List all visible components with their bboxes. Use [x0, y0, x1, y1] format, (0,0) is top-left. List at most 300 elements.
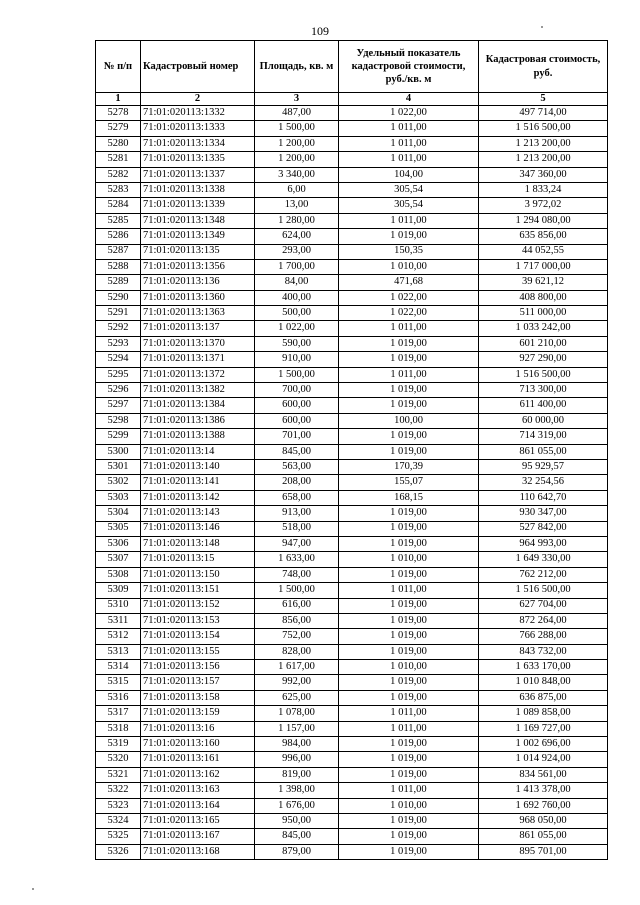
specific-rate-cell: 1 011,00 [339, 136, 479, 151]
specific-rate-cell: 1 019,00 [339, 613, 479, 628]
table-row [96, 413, 608, 428]
table-body [96, 106, 608, 860]
header-specific-rate: Удельный показатель кадастровой стоимости, руб./кв. м [339, 41, 479, 93]
area-cell: 913,00 [255, 506, 339, 521]
area-cell: 590,00 [255, 336, 339, 351]
cadastral-number-cell: 71:01:020113:164 [141, 798, 255, 813]
cadastral-value-cell: 1 649 330,00 [479, 552, 608, 567]
specific-rate-cell: 1 019,00 [339, 536, 479, 551]
row-number-cell: 5326 [96, 844, 141, 859]
table-row [96, 182, 608, 197]
table-row [96, 613, 608, 628]
cadastral-value-cell: 1 516 500,00 [479, 367, 608, 382]
row-number-cell: 5287 [96, 244, 141, 259]
cadastral-value-cell: 627 704,00 [479, 598, 608, 613]
specific-rate-cell: 1 019,00 [339, 829, 479, 844]
cadastral-value-cell: 110 642,70 [479, 490, 608, 505]
table-row [96, 198, 608, 213]
cadastral-number-cell: 71:01:020113:140 [141, 459, 255, 474]
cadastral-number-cell: 71:01:020113:159 [141, 706, 255, 721]
table-row [96, 844, 608, 859]
cadastral-number-cell: 71:01:020113:152 [141, 598, 255, 613]
row-number-cell: 5301 [96, 459, 141, 474]
table-row [96, 213, 608, 228]
specific-rate-cell: 1 019,00 [339, 752, 479, 767]
table-row [96, 490, 608, 505]
cadastral-value-cell: 601 210,00 [479, 336, 608, 351]
cadastral-number-cell: 71:01:020113:165 [141, 813, 255, 828]
row-number-cell: 5300 [96, 444, 141, 459]
row-number-cell: 5283 [96, 182, 141, 197]
table-row [96, 121, 608, 136]
cadastral-value-cell: 1 833,24 [479, 182, 608, 197]
table-row [96, 475, 608, 490]
cadastral-number-cell: 71:01:020113:150 [141, 567, 255, 582]
specific-rate-cell: 1 011,00 [339, 152, 479, 167]
area-cell: 625,00 [255, 690, 339, 705]
specific-rate-cell: 1 010,00 [339, 259, 479, 274]
cadastral-number-cell: 71:01:020113:151 [141, 583, 255, 598]
column-number: 5 [479, 93, 608, 106]
cadastral-number-cell: 71:01:020113:136 [141, 275, 255, 290]
area-cell: 1 676,00 [255, 798, 339, 813]
cadastral-value-cell: 1 213 200,00 [479, 152, 608, 167]
table-row [96, 229, 608, 244]
cadastral-value-cell: 766 288,00 [479, 629, 608, 644]
specific-rate-cell: 1 011,00 [339, 783, 479, 798]
specific-rate-cell: 1 011,00 [339, 367, 479, 382]
table-row [96, 583, 608, 598]
specific-rate-cell: 1 019,00 [339, 813, 479, 828]
column-number: 1 [96, 93, 141, 106]
cadastral-number-cell: 71:01:020113:1339 [141, 198, 255, 213]
table-row [96, 737, 608, 752]
cadastral-value-cell: 713 300,00 [479, 383, 608, 398]
header-row-number: № п/п [96, 41, 141, 93]
specific-rate-cell: 1 019,00 [339, 398, 479, 413]
cadastral-value-cell: 39 621,12 [479, 275, 608, 290]
scan-speck [32, 888, 34, 890]
row-number-cell: 5293 [96, 336, 141, 351]
table-row [96, 813, 608, 828]
cadastral-number-cell: 71:01:020113:1348 [141, 213, 255, 228]
specific-rate-cell: 1 019,00 [339, 598, 479, 613]
table-row [96, 706, 608, 721]
header-area: Площадь, кв. м [255, 41, 339, 93]
area-cell: 84,00 [255, 275, 339, 290]
specific-rate-cell: 1 019,00 [339, 644, 479, 659]
area-cell: 748,00 [255, 567, 339, 582]
specific-rate-cell: 1 011,00 [339, 121, 479, 136]
cadastral-number-cell: 71:01:020113:1384 [141, 398, 255, 413]
row-number-cell: 5325 [96, 829, 141, 844]
row-number-cell: 5319 [96, 737, 141, 752]
table-row [96, 259, 608, 274]
row-number-cell: 5314 [96, 660, 141, 675]
row-number-cell: 5315 [96, 675, 141, 690]
specific-rate-cell: 1 019,00 [339, 675, 479, 690]
specific-rate-cell: 1 019,00 [339, 506, 479, 521]
row-number-cell: 5284 [96, 198, 141, 213]
area-cell: 6,00 [255, 182, 339, 197]
cadastral-value-cell: 1 516 500,00 [479, 583, 608, 598]
cadastral-number-cell: 71:01:020113:1371 [141, 352, 255, 367]
cadastral-number-cell: 71:01:020113:160 [141, 737, 255, 752]
cadastral-number-cell: 71:01:020113:1360 [141, 290, 255, 305]
specific-rate-cell: 1 019,00 [339, 629, 479, 644]
cadastral-number-cell: 71:01:020113:158 [141, 690, 255, 705]
cadastral-value-cell: 872 264,00 [479, 613, 608, 628]
cadastral-value-cell: 1 294 080,00 [479, 213, 608, 228]
area-cell: 996,00 [255, 752, 339, 767]
row-number-cell: 5292 [96, 321, 141, 336]
cadastral-value-cell: 611 400,00 [479, 398, 608, 413]
cadastral-number-cell: 71:01:020113:162 [141, 767, 255, 782]
cadastral-number-cell: 71:01:020113:153 [141, 613, 255, 628]
cadastral-value-cell: 1 633 170,00 [479, 660, 608, 675]
cadastral-number-cell: 71:01:020113:1386 [141, 413, 255, 428]
cadastral-number-cell: 71:01:020113:1334 [141, 136, 255, 151]
cadastral-number-cell: 71:01:020113:157 [141, 675, 255, 690]
cadastral-number-cell: 71:01:020113:1363 [141, 306, 255, 321]
cadastral-value-cell: 861 055,00 [479, 829, 608, 844]
table-header-row [96, 41, 608, 93]
area-cell: 1 200,00 [255, 136, 339, 151]
area-cell: 701,00 [255, 429, 339, 444]
specific-rate-cell: 1 019,00 [339, 844, 479, 859]
table-row [96, 275, 608, 290]
specific-rate-cell: 1 010,00 [339, 798, 479, 813]
row-number-cell: 5288 [96, 259, 141, 274]
row-number-cell: 5324 [96, 813, 141, 828]
row-number-cell: 5323 [96, 798, 141, 813]
area-cell: 1 617,00 [255, 660, 339, 675]
area-cell: 1 200,00 [255, 152, 339, 167]
table-row [96, 398, 608, 413]
cadastral-number-cell: 71:01:020113:1337 [141, 167, 255, 182]
table-row [96, 598, 608, 613]
table-row [96, 798, 608, 813]
area-cell: 624,00 [255, 229, 339, 244]
cadastral-value-cell: 95 929,57 [479, 459, 608, 474]
row-number-cell: 5304 [96, 506, 141, 521]
row-number-cell: 5289 [96, 275, 141, 290]
area-cell: 819,00 [255, 767, 339, 782]
row-number-cell: 5308 [96, 567, 141, 582]
area-cell: 950,00 [255, 813, 339, 828]
specific-rate-cell: 1 022,00 [339, 106, 479, 121]
specific-rate-cell: 1 019,00 [339, 567, 479, 582]
cadastral-number-cell: 71:01:020113:1335 [141, 152, 255, 167]
row-number-cell: 5309 [96, 583, 141, 598]
specific-rate-cell: 155,07 [339, 475, 479, 490]
specific-rate-cell: 1 011,00 [339, 721, 479, 736]
cadastral-number-cell: 71:01:020113:1356 [141, 259, 255, 274]
area-cell: 658,00 [255, 490, 339, 505]
table-row [96, 767, 608, 782]
table-row [96, 567, 608, 582]
row-number-cell: 5316 [96, 690, 141, 705]
row-number-cell: 5286 [96, 229, 141, 244]
cadastral-number-cell: 71:01:020113:141 [141, 475, 255, 490]
row-number-cell: 5318 [96, 721, 141, 736]
cadastral-value-cell: 1 010 848,00 [479, 675, 608, 690]
table-row [96, 629, 608, 644]
cadastral-value-cell: 834 561,00 [479, 767, 608, 782]
row-number-cell: 5317 [96, 706, 141, 721]
row-number-cell: 5278 [96, 106, 141, 121]
row-number-cell: 5306 [96, 536, 141, 551]
specific-rate-cell: 1 011,00 [339, 583, 479, 598]
area-cell: 828,00 [255, 644, 339, 659]
row-number-cell: 5298 [96, 413, 141, 428]
row-number-cell: 5312 [96, 629, 141, 644]
area-cell: 1 633,00 [255, 552, 339, 567]
area-cell: 500,00 [255, 306, 339, 321]
cadastral-value-table [95, 40, 608, 860]
specific-rate-cell: 1 019,00 [339, 521, 479, 536]
column-number: 3 [255, 93, 339, 106]
specific-rate-cell: 1 019,00 [339, 429, 479, 444]
area-cell: 616,00 [255, 598, 339, 613]
cadastral-number-cell: 71:01:020113:156 [141, 660, 255, 675]
row-number-cell: 5295 [96, 367, 141, 382]
area-cell: 518,00 [255, 521, 339, 536]
table-row [96, 783, 608, 798]
specific-rate-cell: 1 019,00 [339, 737, 479, 752]
scan-speck [541, 26, 543, 28]
cadastral-value-cell: 861 055,00 [479, 444, 608, 459]
cadastral-value-cell: 843 732,00 [479, 644, 608, 659]
area-cell: 1 500,00 [255, 121, 339, 136]
area-cell: 845,00 [255, 444, 339, 459]
row-number-cell: 5305 [96, 521, 141, 536]
area-cell: 1 398,00 [255, 783, 339, 798]
area-cell: 984,00 [255, 737, 339, 752]
table-row [96, 644, 608, 659]
specific-rate-cell: 168,15 [339, 490, 479, 505]
area-cell: 700,00 [255, 383, 339, 398]
area-cell: 563,00 [255, 459, 339, 474]
cadastral-value-cell: 1 516 500,00 [479, 121, 608, 136]
specific-rate-cell: 170,39 [339, 459, 479, 474]
specific-rate-cell: 471,68 [339, 275, 479, 290]
table-row [96, 829, 608, 844]
cadastral-number-cell: 71:01:020113:16 [141, 721, 255, 736]
area-cell: 752,00 [255, 629, 339, 644]
cadastral-value-cell: 527 842,00 [479, 521, 608, 536]
cadastral-number-cell: 71:01:020113:167 [141, 829, 255, 844]
row-number-cell: 5279 [96, 121, 141, 136]
area-cell: 208,00 [255, 475, 339, 490]
cadastral-value-cell: 44 052,55 [479, 244, 608, 259]
cadastral-value-cell: 1 213 200,00 [479, 136, 608, 151]
table-row [96, 336, 608, 351]
cadastral-number-cell: 71:01:020113:135 [141, 244, 255, 259]
cadastral-value-cell: 1 413 378,00 [479, 783, 608, 798]
row-number-cell: 5294 [96, 352, 141, 367]
area-cell: 879,00 [255, 844, 339, 859]
area-cell: 1 500,00 [255, 367, 339, 382]
cadastral-value-cell: 1 033 242,00 [479, 321, 608, 336]
area-cell: 487,00 [255, 106, 339, 121]
cadastral-number-cell: 71:01:020113:1388 [141, 429, 255, 444]
table-row [96, 552, 608, 567]
cadastral-value-cell: 1 014 924,00 [479, 752, 608, 767]
table-row [96, 244, 608, 259]
cadastral-number-cell: 71:01:020113:137 [141, 321, 255, 336]
cadastral-value-cell: 511 000,00 [479, 306, 608, 321]
row-number-cell: 5303 [96, 490, 141, 505]
cadastral-value-cell: 32 254,56 [479, 475, 608, 490]
table-row [96, 459, 608, 474]
specific-rate-cell: 1 019,00 [339, 767, 479, 782]
area-cell: 13,00 [255, 198, 339, 213]
row-number-cell: 5280 [96, 136, 141, 151]
table-row [96, 383, 608, 398]
cadastral-number-cell: 71:01:020113:1349 [141, 229, 255, 244]
row-number-cell: 5291 [96, 306, 141, 321]
cadastral-number-cell: 71:01:020113:14 [141, 444, 255, 459]
table-row [96, 167, 608, 182]
cadastral-value-cell: 964 993,00 [479, 536, 608, 551]
cadastral-number-cell: 71:01:020113:15 [141, 552, 255, 567]
table-row [96, 675, 608, 690]
area-cell: 1 022,00 [255, 321, 339, 336]
cadastral-value-cell: 3 972,02 [479, 198, 608, 213]
area-cell: 3 340,00 [255, 167, 339, 182]
specific-rate-cell: 1 022,00 [339, 306, 479, 321]
table-row [96, 152, 608, 167]
specific-rate-cell: 305,54 [339, 182, 479, 197]
specific-rate-cell: 100,00 [339, 413, 479, 428]
cadastral-value-cell: 930 347,00 [479, 506, 608, 521]
area-cell: 600,00 [255, 413, 339, 428]
column-number: 2 [141, 93, 255, 106]
table-row [96, 690, 608, 705]
cadastral-number-cell: 71:01:020113:1333 [141, 121, 255, 136]
cadastral-number-cell: 71:01:020113:146 [141, 521, 255, 536]
cadastral-value-cell: 1 002 696,00 [479, 737, 608, 752]
cadastral-value-cell: 714 319,00 [479, 429, 608, 444]
table-row [96, 306, 608, 321]
area-cell: 856,00 [255, 613, 339, 628]
area-cell: 1 500,00 [255, 583, 339, 598]
row-number-cell: 5311 [96, 613, 141, 628]
area-cell: 992,00 [255, 675, 339, 690]
table-row [96, 290, 608, 305]
specific-rate-cell: 1 019,00 [339, 444, 479, 459]
cadastral-value-cell: 968 050,00 [479, 813, 608, 828]
specific-rate-cell: 1 011,00 [339, 321, 479, 336]
area-cell: 1 078,00 [255, 706, 339, 721]
row-number-cell: 5310 [96, 598, 141, 613]
cadastral-number-cell: 71:01:020113:155 [141, 644, 255, 659]
header-cadastral-number: Кадастровый номер [141, 41, 255, 93]
cadastral-number-cell: 71:01:020113:143 [141, 506, 255, 521]
cadastral-value-cell: 347 360,00 [479, 167, 608, 182]
area-cell: 910,00 [255, 352, 339, 367]
specific-rate-cell: 1 010,00 [339, 552, 479, 567]
specific-rate-cell: 1 019,00 [339, 229, 479, 244]
table-row [96, 536, 608, 551]
cadastral-number-cell: 71:01:020113:148 [141, 536, 255, 551]
area-cell: 1 157,00 [255, 721, 339, 736]
row-number-cell: 5285 [96, 213, 141, 228]
specific-rate-cell: 104,00 [339, 167, 479, 182]
table-row [96, 106, 608, 121]
specific-rate-cell: 150,35 [339, 244, 479, 259]
column-number: 4 [339, 93, 479, 106]
cadastral-number-cell: 71:01:020113:1382 [141, 383, 255, 398]
row-number-cell: 5320 [96, 752, 141, 767]
cadastral-number-cell: 71:01:020113:142 [141, 490, 255, 505]
cadastral-value-cell: 1 717 000,00 [479, 259, 608, 274]
cadastral-value-cell: 895 701,00 [479, 844, 608, 859]
cadastral-number-cell: 71:01:020113:1372 [141, 367, 255, 382]
cadastral-number-cell: 71:01:020113:1370 [141, 336, 255, 351]
row-number-cell: 5322 [96, 783, 141, 798]
table-row [96, 660, 608, 675]
specific-rate-cell: 1 010,00 [339, 660, 479, 675]
table-row [96, 367, 608, 382]
cadastral-number-cell: 71:01:020113:163 [141, 783, 255, 798]
table-row [96, 721, 608, 736]
cadastral-value-cell: 408 800,00 [479, 290, 608, 305]
row-number-cell: 5281 [96, 152, 141, 167]
specific-rate-cell: 1 019,00 [339, 336, 479, 351]
specific-rate-cell: 1 011,00 [339, 213, 479, 228]
row-number-cell: 5313 [96, 644, 141, 659]
specific-rate-cell: 1 011,00 [339, 706, 479, 721]
area-cell: 400,00 [255, 290, 339, 305]
row-number-cell: 5307 [96, 552, 141, 567]
specific-rate-cell: 1 022,00 [339, 290, 479, 305]
table-row [96, 321, 608, 336]
area-cell: 947,00 [255, 536, 339, 551]
cadastral-value-cell: 1 692 760,00 [479, 798, 608, 813]
cadastral-number-cell: 71:01:020113:168 [141, 844, 255, 859]
cadastral-value-cell: 60 000,00 [479, 413, 608, 428]
cadastral-value-cell: 1 089 858,00 [479, 706, 608, 721]
area-cell: 1 280,00 [255, 213, 339, 228]
cadastral-number-cell: 71:01:020113:1338 [141, 182, 255, 197]
cadastral-number-cell: 71:01:020113:161 [141, 752, 255, 767]
table-row [96, 506, 608, 521]
row-number-cell: 5321 [96, 767, 141, 782]
specific-rate-cell: 1 019,00 [339, 690, 479, 705]
specific-rate-cell: 1 019,00 [339, 383, 479, 398]
cadastral-value-cell: 636 875,00 [479, 690, 608, 705]
row-number-cell: 5299 [96, 429, 141, 444]
row-number-cell: 5290 [96, 290, 141, 305]
row-number-cell: 5302 [96, 475, 141, 490]
table-row [96, 521, 608, 536]
row-number-cell: 5282 [96, 167, 141, 182]
cadastral-value-cell: 635 856,00 [479, 229, 608, 244]
page-number: 109 [311, 24, 329, 38]
cadastral-number-cell: 71:01:020113:1332 [141, 106, 255, 121]
specific-rate-cell: 1 019,00 [339, 352, 479, 367]
table-row [96, 136, 608, 151]
specific-rate-cell: 305,54 [339, 198, 479, 213]
cadastral-number-cell: 71:01:020113:154 [141, 629, 255, 644]
row-number-cell: 5296 [96, 383, 141, 398]
table-row [96, 429, 608, 444]
cadastral-value-cell: 762 212,00 [479, 567, 608, 582]
area-cell: 845,00 [255, 829, 339, 844]
header-cadastral-value: Кадастровая стоимость, руб. [479, 41, 608, 93]
